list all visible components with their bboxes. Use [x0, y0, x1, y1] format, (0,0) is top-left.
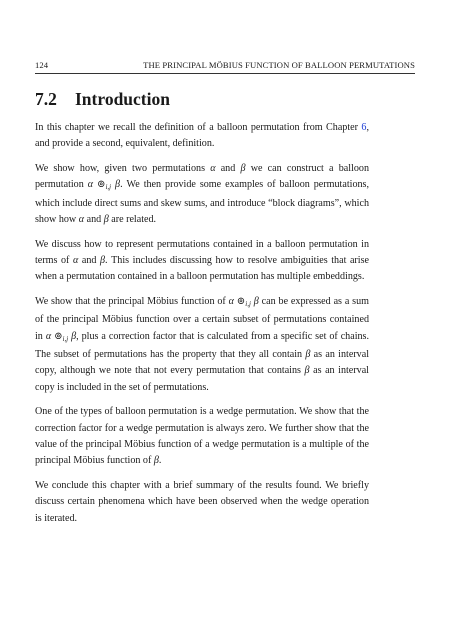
math-beta: β — [240, 163, 246, 175]
text-run: and — [215, 163, 241, 175]
math-alpha: α — [78, 213, 85, 225]
text-run: and — [78, 255, 101, 267]
section-heading — [35, 89, 170, 110]
text-run: . We then provide some examples of balloon permutations, which include direct sums and skew sums, and introduce “block diagrams”, which show how — [35, 179, 369, 225]
text-run: We conclude this chapter with a brief summary of the results found. We briefly discuss certain phenomena which have been observed when the wedge operation is iterated. — [35, 480, 369, 524]
math-balloon-op: α ⊚ — [45, 330, 63, 342]
text-run: as an interval copy, although we note that not every permutation that contains — [35, 349, 369, 377]
math-balloon-op: α ⊚ — [87, 179, 106, 191]
math-subscript: i,j — [245, 300, 251, 309]
math-balloon-op: α ⊚ — [228, 296, 246, 308]
text-run: We show how, given two permutations — [35, 163, 211, 175]
math-beta: β — [153, 455, 159, 467]
math-beta: β — [103, 213, 109, 225]
text-run: In this chapter we recall the definition of a balloon permutation from Chapter — [35, 122, 362, 133]
body-text — [35, 120, 369, 536]
text-run: We discuss how to represent permutations contained in a balloon permutation in terms of — [35, 238, 369, 267]
text-run: we can construct a balloon permutation — [35, 163, 369, 191]
math-alpha: α — [72, 255, 79, 267]
math-beta: β — [305, 349, 311, 361]
chapter-reference-link[interactable]: 6 — [361, 122, 367, 133]
paragraph-1 — [35, 120, 369, 153]
text-run: One of the types of balloon permutation is a wedge permutation. We show that the correction factor for a wedge permutation is always zero. We further show that the value of the principal Möbius function of a wedge permutation is a multiple of the principal Möbius function of — [35, 406, 369, 467]
page-number: 124 — [35, 60, 49, 70]
math-balloon-op: β — [250, 296, 259, 308]
math-alpha: α — [210, 163, 216, 175]
math-beta: β — [304, 365, 310, 377]
section-number: 7.2 — [35, 89, 57, 109]
running-title: THE PRINCIPAL MÖBIUS FUNCTION OF BALLOON PERMUTATIONS — [143, 60, 415, 70]
section-title: Introduction — [75, 89, 170, 109]
math-subscript: i,j — [105, 183, 112, 192]
paragraph-6 — [35, 478, 369, 527]
paragraph-5 — [35, 404, 369, 469]
math-balloon-op: β — [68, 330, 77, 342]
math-subscript: i,j — [62, 334, 69, 343]
text-run: as an interval copy is included in the set of permutations. — [35, 365, 369, 393]
text-run: We show that the principal Möbius function of — [35, 296, 229, 308]
text-run: . This includes discussing how to resolve ambiguities that arise when a permutation contained in a balloon permutation has multiple embeddings. — [35, 255, 370, 283]
text-run: , plus a correction factor that is calculated from a specific set of chains. The subset of permutations has the property that they all contain — [35, 330, 370, 361]
text-run: can be expressed as a sum of the principal Möbius function over a certain subset of permutations contained in — [35, 296, 370, 342]
header-rule — [35, 73, 415, 74]
text-run: , and provide a second, equivalent, definition. — [35, 122, 369, 150]
paragraph-2 — [35, 161, 369, 228]
math-beta: β — [100, 255, 106, 267]
paragraph-3 — [35, 237, 369, 286]
text-run: and — [84, 213, 104, 225]
paragraph-4 — [35, 294, 369, 396]
text-run: are related. — [108, 213, 157, 225]
text-run: . — [158, 455, 162, 467]
math-balloon-op: β — [111, 179, 121, 191]
